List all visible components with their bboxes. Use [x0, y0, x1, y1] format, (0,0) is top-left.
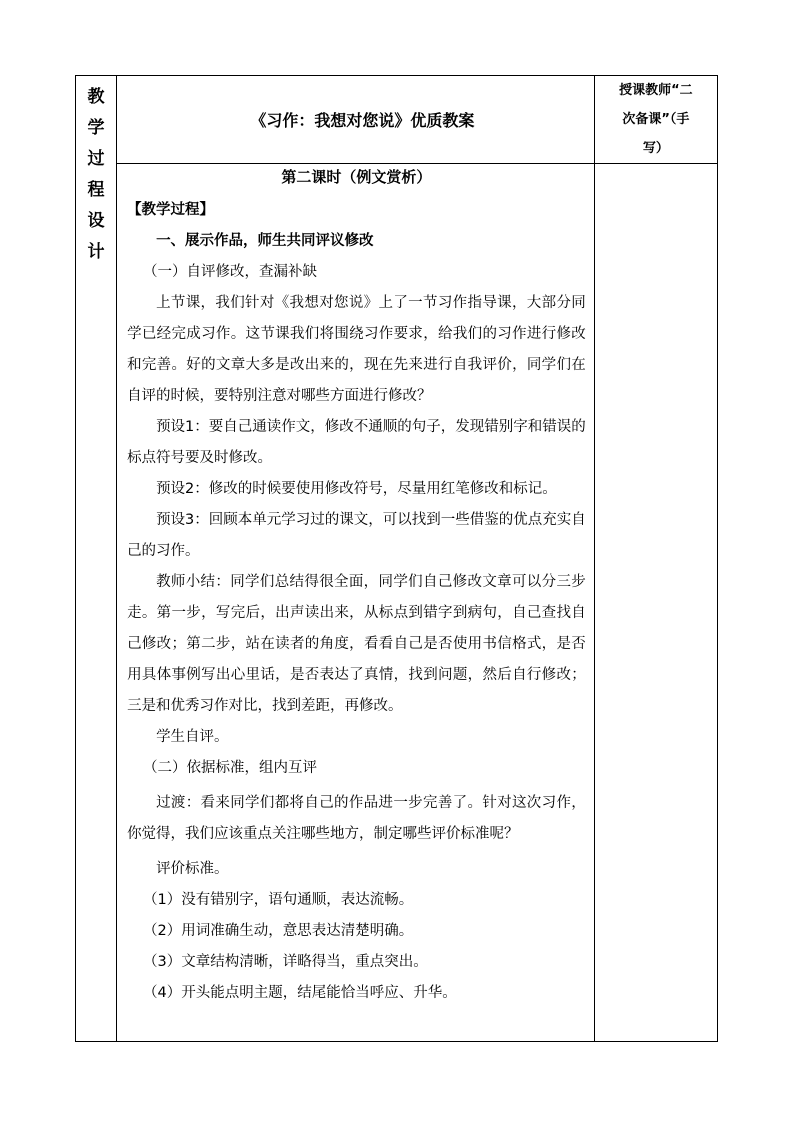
sub-heading-one: （一）自评修改，查漏补缺 [143, 264, 317, 280]
preset-two: 预设2：修改的时候要使用修改符号，尽量用红笔修改和标记。 [156, 481, 557, 497]
sub-heading-two: （二）依据标准，组内互评 [143, 760, 317, 776]
side-char: 计 [87, 242, 105, 262]
teacher-note-line: 次备课”（手 [622, 112, 690, 127]
document-title: 《习作：我想对您说》优质教案 [250, 111, 475, 130]
criteria-item: （4）开头能点明主题，结尾能恰当呼应、升华。 [143, 985, 457, 1001]
part-one-title: 一、展示作品，师生共同评议修改 [156, 233, 374, 249]
criteria-item: （1）没有错别字，语句通顺，表达流畅。 [143, 892, 414, 908]
teacher-notes-cell [594, 164, 717, 1042]
side-char: 教 [87, 87, 105, 107]
student-self-eval: 学生自评。 [156, 729, 229, 745]
transition-paragraph: 过渡：看来同学们都将自己的作品进一步完善了。针对这次习作，你觉得，我们应该重点关注哪些地方，制定哪些评价标准呢？ [127, 795, 586, 842]
side-char: 过 [87, 149, 105, 169]
criteria-item: （2）用词准确生动，意思表达清楚明确。 [143, 923, 414, 939]
section-label: 【教学过程】 [127, 202, 215, 218]
teacher-notes-header [594, 76, 717, 164]
preset-one: 预设1：要自己通读作文，修改不通顺的句子，发现错别字和错误的标点符号要及时修改。 [127, 419, 586, 466]
teacher-summary: 教师小结：同学们总结得很全面，同学们自己修改文章可以分三步走。第一步，写完后，出声读出来，从标点到错字到病句，自己查找自己修改；第二步，站在读者的角度，看看自己是否使用书信格式，是否用具体事例写出心里话，是否表达了真情，找到问题，然后自行修改；三是和优秀习作对比，找到差距，再修改。 [127, 574, 586, 714]
side-char: 程 [87, 180, 105, 200]
teacher-note-line: 授课教师“二 [619, 83, 693, 98]
criteria-item: （3）文章结构清晰，详略得当，重点突出。 [143, 954, 428, 970]
intro-paragraph: 上节课，我们针对《我想对您说》上了一节习作指导课，大部分同学已经完成习作。这节课我们将围绕习作要求，给我们的习作进行修改和完善。好的文章大多是改出来的，现在先来进行自我评价，同学们在自评的时候，要特别注意对哪些方面进行修改？ [127, 295, 586, 404]
lesson-plan-table [75, 75, 718, 1042]
side-char: 设 [87, 211, 105, 231]
title-cell [117, 76, 595, 164]
header-row [76, 76, 718, 164]
side-char: 学 [87, 118, 105, 138]
content-row [76, 164, 718, 1042]
side-label [76, 76, 116, 268]
teacher-note-line: 写） [642, 141, 669, 156]
preset-three: 预设3：回顾本单元学习过的课文，可以找到一些借鉴的优点充实自己的习作。 [127, 512, 586, 559]
criteria-title: 评价标准。 [156, 861, 229, 877]
teaching-process-design-cell [76, 76, 117, 1042]
lesson-heading: 第二课时（例文赏析） [281, 168, 432, 186]
lesson-content-cell [117, 164, 595, 1042]
